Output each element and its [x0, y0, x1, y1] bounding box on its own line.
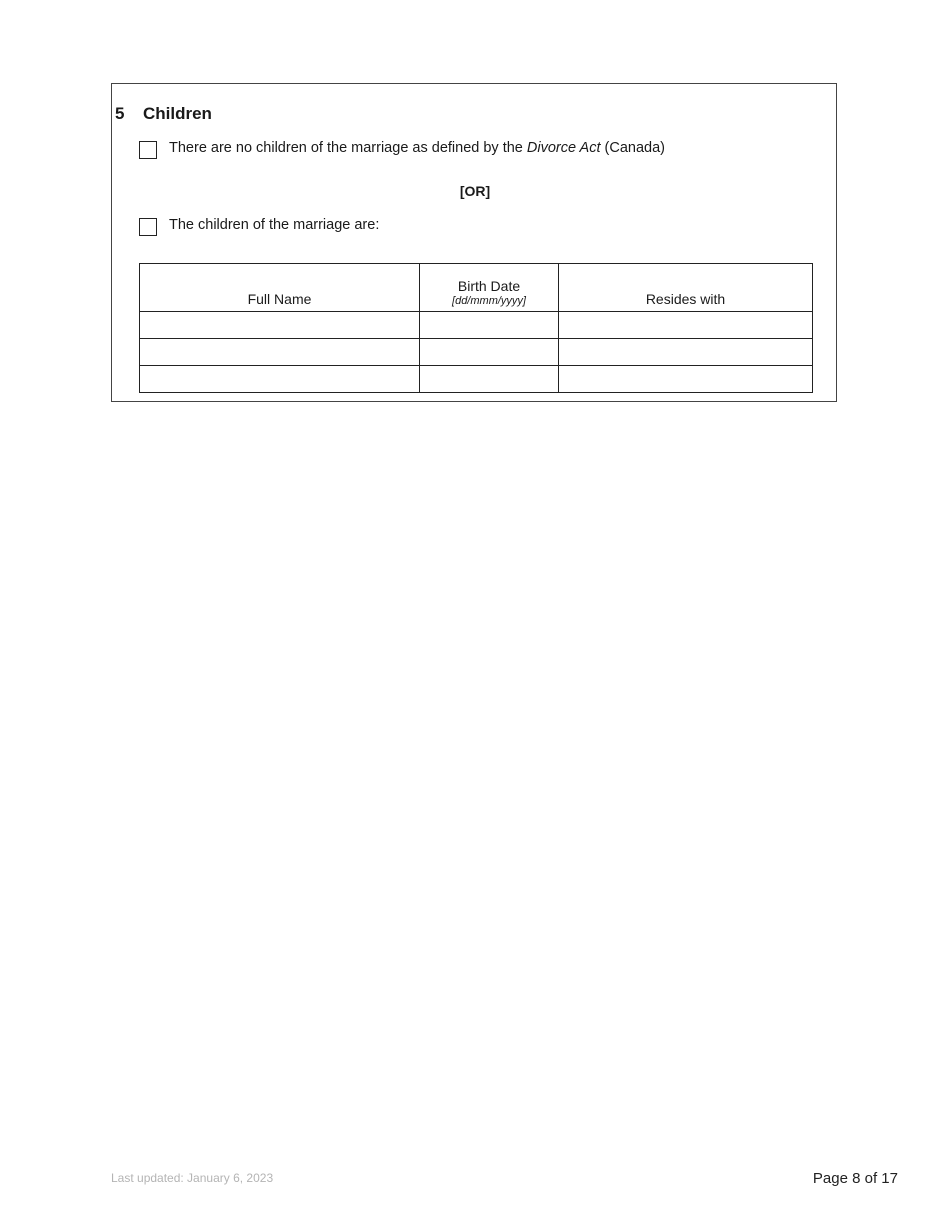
header-birth-date-format: [dd/mmm/yyyy]	[452, 295, 526, 307]
resides-with-input[interactable]	[559, 312, 812, 338]
resides-with-input[interactable]	[559, 339, 812, 365]
birth-date-cell	[420, 366, 559, 393]
page-number: Page 8 of 17	[812, 1170, 898, 1187]
children-table	[139, 263, 813, 393]
resides-with-cell	[559, 339, 813, 366]
section-number: 5	[115, 104, 125, 123]
table-row	[140, 366, 813, 393]
table-header-row	[140, 264, 813, 312]
or-separator: [OR]	[459, 183, 491, 199]
children-list-checkbox[interactable]	[139, 218, 157, 236]
birth-date-cell	[420, 312, 559, 339]
resides-with-input[interactable]	[559, 366, 812, 392]
header-full-name-label: Full Name	[247, 291, 312, 307]
section-title: Children	[143, 104, 212, 123]
header-birth-date-label: Birth Date	[457, 278, 521, 294]
full-name-input[interactable]	[140, 312, 419, 338]
birth-date-input[interactable]	[420, 339, 558, 365]
no-children-prefix: There are no children of the marriage as defined by the	[169, 140, 527, 156]
divorce-act-name: Divorce Act	[526, 140, 601, 156]
children-list-label: The children of the marriage are:	[169, 217, 380, 233]
full-name-input[interactable]	[140, 366, 419, 392]
header-birth-date	[420, 264, 559, 312]
table-row	[140, 312, 813, 339]
header-resides-with	[559, 264, 813, 312]
birth-date-input[interactable]	[420, 366, 558, 392]
full-name-input[interactable]	[140, 339, 419, 365]
table-row	[140, 339, 813, 366]
resides-with-cell	[559, 312, 813, 339]
resides-with-cell	[559, 366, 813, 393]
last-updated: Last updated: January 6, 2023	[111, 1171, 274, 1185]
children-section	[111, 83, 837, 402]
full-name-cell	[140, 366, 420, 393]
birth-date-input[interactable]	[420, 312, 558, 338]
birth-date-cell	[420, 339, 559, 366]
no-children-suffix: (Canada)	[600, 140, 665, 156]
no-children-label	[169, 140, 665, 156]
header-full-name	[140, 264, 420, 312]
header-resides-with-label: Resides with	[645, 291, 726, 307]
full-name-cell	[140, 339, 420, 366]
no-children-checkbox[interactable]	[139, 141, 157, 159]
full-name-cell	[140, 312, 420, 339]
